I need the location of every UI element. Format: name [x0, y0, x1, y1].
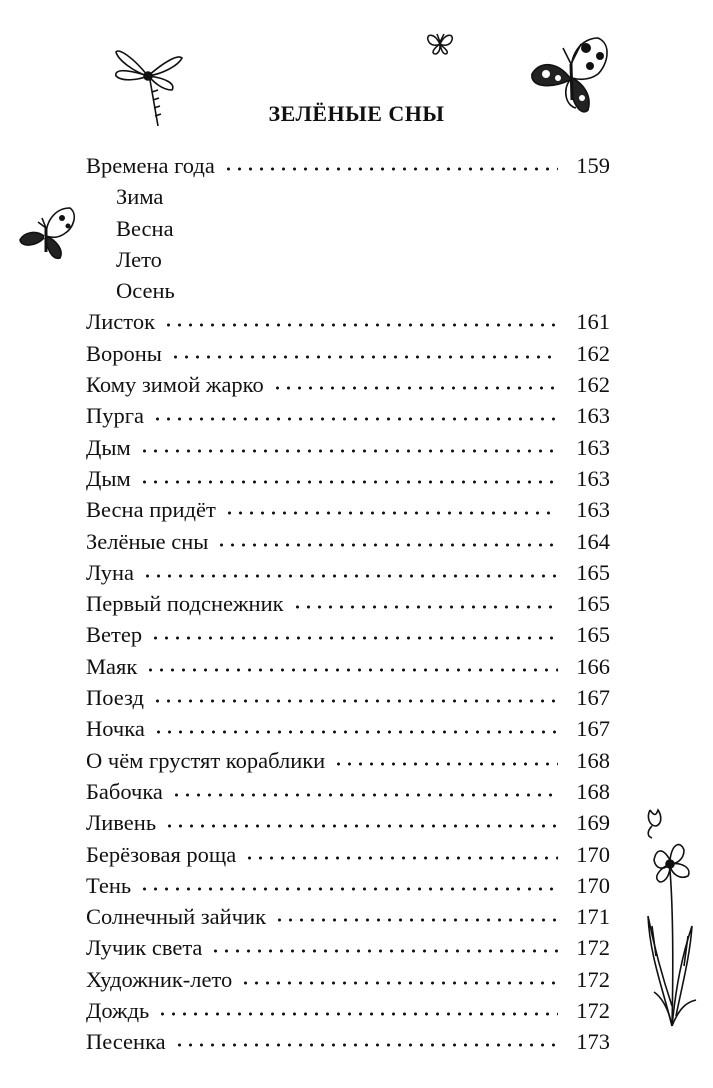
- toc-entry-page-number: 171: [576, 904, 610, 930]
- toc-entry-title: Кому зимой жарко: [86, 372, 264, 398]
- toc-entry: [86, 995, 610, 1026]
- dot-leader: [333, 761, 558, 767]
- dot-leader: [292, 604, 558, 610]
- toc-entry-title: Дым: [86, 465, 131, 491]
- toc-entry: [86, 901, 610, 932]
- toc-entry-title: Вороны: [86, 340, 162, 366]
- toc-entry: [86, 964, 610, 995]
- toc-entry-title: Лето: [116, 246, 162, 272]
- toc-entry: [86, 839, 610, 870]
- toc-entry-page-number: 165: [576, 591, 610, 617]
- toc-entry: [86, 682, 610, 713]
- toc-entry-page-number: 168: [576, 747, 610, 773]
- toc-entry: [86, 745, 610, 776]
- toc-entry-title: Весна: [116, 215, 174, 241]
- dot-leader: [163, 322, 558, 328]
- toc-entry: [86, 776, 610, 807]
- dot-leader: [139, 886, 558, 892]
- toc-entry: [86, 306, 610, 337]
- dot-leader: [171, 792, 558, 798]
- toc-entry-page-number: 166: [576, 653, 610, 679]
- toc-entry-page-number: 163: [576, 403, 610, 429]
- dot-leader: [216, 542, 558, 548]
- toc-entry-title: Зелёные сны: [86, 528, 209, 554]
- toc-entry: [86, 213, 610, 244]
- section-title: ЗЕЛЁНЫЕ СНЫ: [268, 100, 445, 126]
- toc-entry-page-number: 170: [576, 872, 610, 898]
- dot-leader: [170, 354, 558, 360]
- toc-entry-title: Первый подснежник: [86, 591, 284, 617]
- toc-entry-page-number: 162: [576, 340, 610, 366]
- toc-entry: [86, 807, 610, 838]
- toc-entry-title: О чём грустят кораблики: [86, 747, 326, 773]
- table-of-contents: [86, 150, 610, 1058]
- dot-leader: [139, 448, 558, 454]
- toc-entry-title: Ночка: [86, 716, 145, 742]
- toc-entry-title: Осень: [116, 278, 175, 304]
- toc-entry-page-number: 163: [576, 434, 610, 460]
- toc-entry-page-number: 159: [576, 153, 610, 178]
- dot-leader: [142, 573, 558, 579]
- toc-entry-page-number: 167: [576, 685, 610, 711]
- dot-leader: [152, 698, 558, 704]
- toc-entry: [86, 526, 610, 557]
- toc-entry-page-number: 163: [576, 465, 610, 491]
- toc-entry-title: Времена года: [86, 153, 215, 178]
- toc-entry: [86, 494, 610, 525]
- toc-entry-title: Солнечный зайчик: [86, 904, 266, 930]
- toc-entry-page-number: 167: [576, 716, 610, 742]
- toc-entry: [86, 463, 610, 494]
- dot-leader: [164, 823, 558, 829]
- toc-entry-title: Песенка: [86, 1029, 166, 1055]
- toc-entry: [86, 275, 610, 306]
- small-butterfly-illustration: [424, 30, 456, 56]
- toc-entry-title: Луна: [86, 559, 134, 585]
- toc-entry: [86, 932, 610, 963]
- toc-entry-title: Листок: [86, 309, 156, 335]
- toc-entry: [86, 651, 610, 682]
- toc-entry-title: Берёзовая роща: [86, 841, 237, 867]
- toc-entry-title: Лучик света: [86, 935, 203, 961]
- toc-entry-title: Маяк: [86, 653, 138, 679]
- toc-entry-page-number: 162: [576, 372, 610, 398]
- toc-entry-title: Дым: [86, 434, 131, 460]
- toc-entry: [86, 870, 610, 901]
- dot-leader: [145, 667, 558, 673]
- toc-entry-page-number: 164: [576, 528, 610, 554]
- toc-entry-title: Пурга: [86, 403, 144, 429]
- toc-entry-title: Ливень: [86, 810, 157, 836]
- toc-entry-page-number: 172: [576, 998, 610, 1024]
- toc-entry: [86, 369, 610, 400]
- dot-leader: [174, 1042, 558, 1048]
- dot-leader: [274, 917, 558, 923]
- toc-entry-page-number: 172: [576, 966, 610, 992]
- toc-entry-title: Поезд: [86, 685, 144, 711]
- dot-leader: [224, 510, 558, 516]
- toc-entry-page-number: 169: [576, 810, 610, 836]
- toc-entry-title: Зима: [116, 184, 164, 210]
- dot-leader: [153, 729, 558, 735]
- toc-entry: [86, 400, 610, 431]
- toc-entry-title: Весна придёт: [86, 497, 216, 523]
- toc-entry: [86, 150, 610, 181]
- toc-entry: [86, 338, 610, 369]
- toc-entry-title: Тень: [86, 872, 132, 898]
- left-butterfly-illustration: [16, 206, 80, 262]
- toc-entry-page-number: 163: [576, 497, 610, 523]
- dot-leader: [240, 980, 558, 986]
- toc-entry-title: Художник-лето: [86, 966, 233, 992]
- toc-entry-page-number: 172: [576, 935, 610, 961]
- toc-entry-title: Ветер: [86, 622, 143, 648]
- toc-entry: [86, 181, 610, 212]
- dot-leader: [272, 385, 558, 391]
- toc-entry: [86, 557, 610, 588]
- toc-entry: [86, 619, 610, 650]
- toc-entry-page-number: 173: [576, 1029, 610, 1055]
- dot-leader: [210, 948, 558, 954]
- dot-leader: [152, 416, 558, 422]
- toc-entry: [86, 1026, 610, 1057]
- toc-entry: [86, 244, 610, 275]
- toc-entry: [86, 432, 610, 463]
- toc-entry-page-number: 170: [576, 841, 610, 867]
- toc-entry-page-number: 165: [576, 559, 610, 585]
- dot-leader: [223, 166, 558, 172]
- toc-entry: [86, 713, 610, 744]
- toc-entry-page-number: 161: [576, 309, 610, 335]
- flower-illustration: [632, 806, 704, 1032]
- dot-leader: [139, 479, 558, 485]
- toc-entry-title: Дождь: [86, 998, 150, 1024]
- dot-leader: [150, 635, 558, 641]
- toc-entry-page-number: 165: [576, 622, 610, 648]
- toc-entry: [86, 588, 610, 619]
- dot-leader: [244, 855, 558, 861]
- toc-entry-page-number: 168: [576, 778, 610, 804]
- dot-leader: [157, 1011, 558, 1017]
- toc-entry-title: Бабочка: [86, 778, 163, 804]
